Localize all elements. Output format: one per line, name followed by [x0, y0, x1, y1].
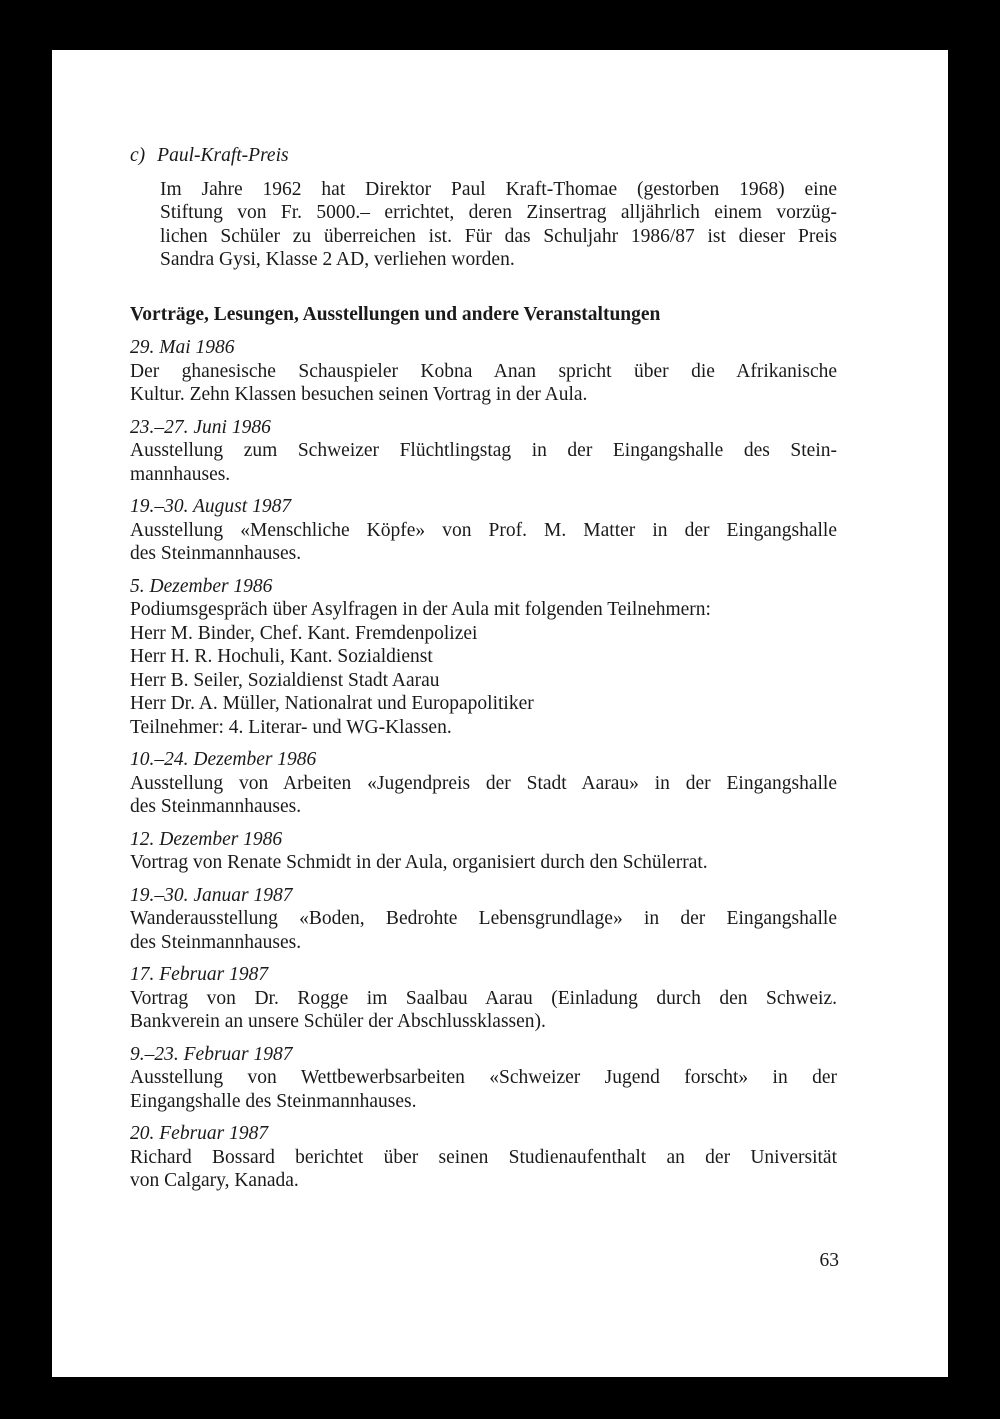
- event-text-line: von Calgary, Kanada.: [130, 1170, 299, 1191]
- event-text-line: Ausstellung von Arbeiten «Jugendpreis der Stadt Aarau» in der Eingangshalle: [130, 772, 837, 794]
- event-text-line: Ausstellung «Menschliche Köpfe» von Prof. M. Matter in der Eingangshalle: [130, 519, 837, 541]
- event-entry: [130, 416, 837, 487]
- event-entry: [130, 495, 837, 566]
- event-date: 12. Dezember 1986: [130, 828, 283, 850]
- event-entry: [130, 575, 837, 740]
- event-text-line: Herr B. Seiler, Sozialdienst Stadt Aarau: [130, 669, 440, 691]
- prize-line: Im Jahre 1962 hat Direktor Paul Kraft-Thomae (gestorben 1968) eine: [160, 178, 837, 200]
- page-content: [130, 144, 837, 1202]
- event-text-line: Richard Bossard berichtet über seinen Studienaufenthalt an der Universität: [130, 1146, 837, 1168]
- prize-line: Sandra Gysi, Klasse 2 AD, verliehen worden.: [160, 249, 515, 270]
- event-date: 5. Dezember 1986: [130, 575, 273, 597]
- event-date: 9.–23. Februar 1987: [130, 1043, 293, 1065]
- event-text-line: des Steinmannhauses.: [130, 796, 302, 817]
- event-text-line: Vortrag von Dr. Rogge im Saalbau Aarau (Einladung durch den Schweiz.: [130, 987, 837, 1009]
- event-date: 17. Februar 1987: [130, 964, 269, 985]
- prize-heading: [130, 144, 837, 168]
- event-text-line: Ausstellung von Wettbewerbsarbeiten «Schweizer Jugend forscht» in der: [130, 1067, 837, 1088]
- event-date: 23.–27. Juni 1986: [130, 416, 271, 438]
- event-entry: [130, 828, 837, 875]
- event-text-line: Podiumsgespräch über Asylfragen in der Aula mit folgenden Teilnehmern:: [130, 599, 711, 620]
- event-entry: [130, 748, 837, 819]
- event-list: [130, 336, 837, 1193]
- event-date: 10.–24. Dezember 1986: [130, 749, 317, 770]
- event-text-line: Ausstellung zum Schweizer Flüchtlingstag in der Eingangshalle des Stein-: [130, 440, 837, 461]
- event-date: 29. Mai 1986: [130, 337, 235, 358]
- event-text-line: Wanderausstellung «Boden, Bedrohte Lebensgrundlage» in der Eingangshalle: [130, 908, 837, 929]
- page-number: 63: [819, 1250, 839, 1271]
- document-page: [52, 50, 948, 1377]
- event-text-line: Kultur. Zehn Klassen besuchen seinen Vortrag in der Aula.: [130, 384, 588, 405]
- event-text-line: Herr H. R. Hochuli, Kant. Sozialdienst: [130, 646, 433, 667]
- event-text-line: Herr M. Binder, Chef. Kant. Fremdenpolizei: [130, 622, 478, 644]
- prize-paragraph: [160, 178, 837, 272]
- event-text-line: des Steinmannhauses.: [130, 931, 302, 953]
- event-text-line: Vortrag von Renate Schmidt in der Aula, organisiert durch den Schülerrat.: [130, 852, 708, 873]
- event-text-line: Teilnehmer: 4. Literar- und WG-Klassen.: [130, 716, 452, 738]
- event-entry: [130, 963, 837, 1034]
- event-entry: [130, 336, 837, 407]
- section-title: Vorträge, Lesungen, Ausstellungen und andere Veranstaltungen: [130, 303, 661, 325]
- prize-line: Stiftung von Fr. 5000.– errichtet, deren Zinsertrag alljährlich einem vorzüg-: [160, 202, 837, 223]
- event-text-line: Eingangshalle des Steinmannhauses.: [130, 1090, 417, 1112]
- event-entry: [130, 884, 837, 955]
- event-text-line: Bankverein an unsere Schüler der Abschlussklassen).: [130, 1011, 546, 1032]
- event-text-line: Der ghanesische Schauspieler Kobna Anan spricht über die Afrikanische: [130, 360, 837, 382]
- event-text-line: des Steinmannhauses.: [130, 543, 302, 564]
- prize-heading-title: Paul-Kraft-Preis: [157, 145, 289, 166]
- event-text-line: mannhauses.: [130, 463, 231, 485]
- event-entry: [130, 1043, 837, 1114]
- prize-heading-letter: c): [130, 145, 146, 166]
- event-text-line: Herr Dr. A. Müller, Nationalrat und Europapolitiker: [130, 693, 534, 714]
- event-date: 19.–30. August 1987: [130, 496, 292, 517]
- event-date: 19.–30. Januar 1987: [130, 884, 293, 906]
- event-entry: [130, 1122, 837, 1193]
- prize-line: lichen Schüler zu überreichen ist. Für das Schuljahr 1986/87 ist dieser Preis: [160, 225, 837, 247]
- event-date: 20. Februar 1987: [130, 1123, 269, 1144]
